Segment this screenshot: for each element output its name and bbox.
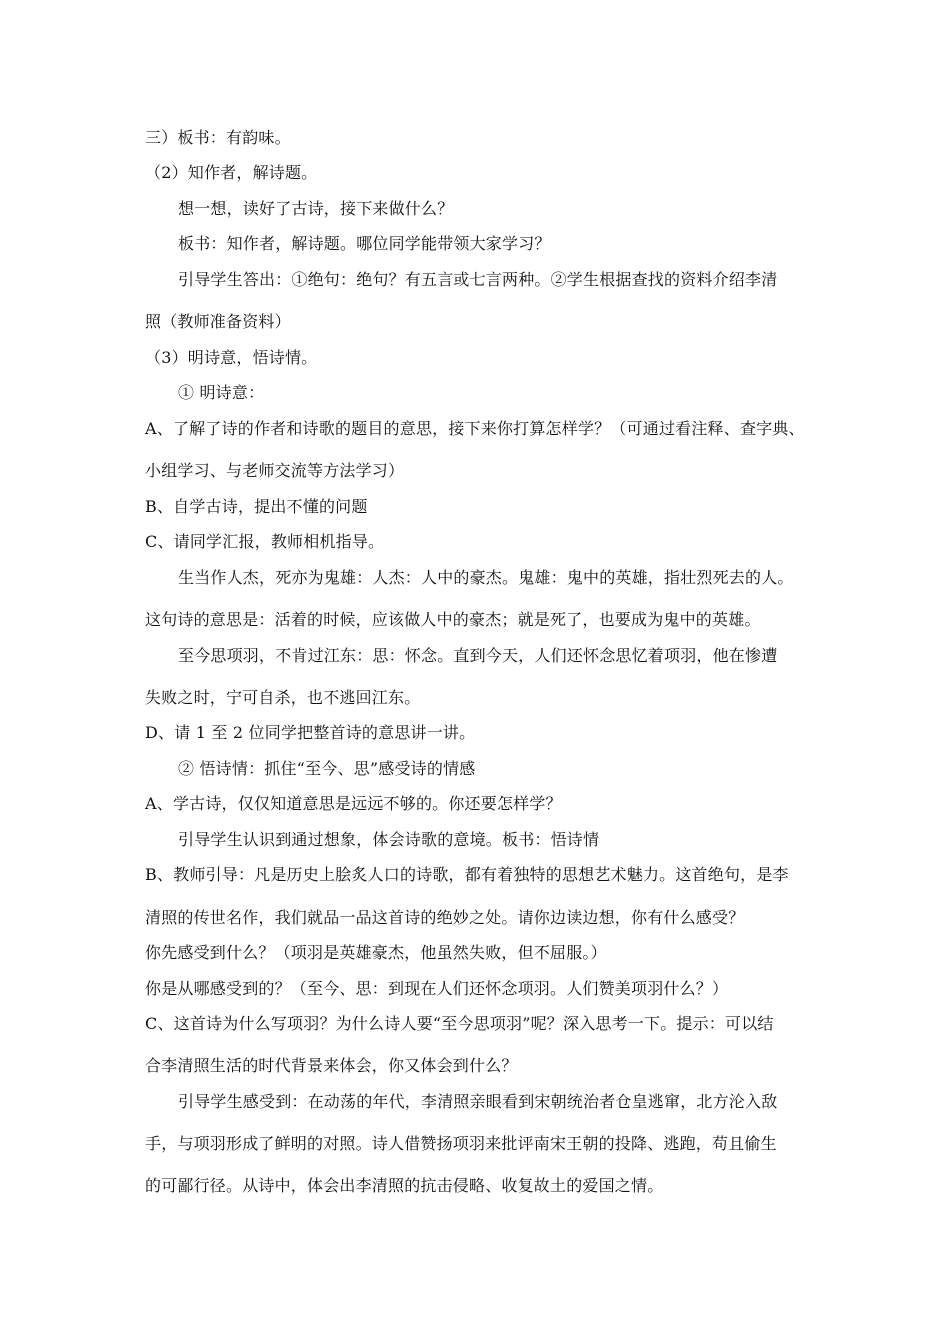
text-line: ② 悟诗情：抓住“至今、思”感受诗的情感	[178, 759, 476, 778]
text-line: 小组学习、与老师交流等方法学习）	[145, 461, 405, 480]
text-line: 三）板书：有韵味。	[145, 128, 291, 147]
text-line: D、请 1 至 2 位同学把整首诗的意思讲一讲。	[145, 723, 476, 742]
text-line: 板书：知作者，解诗题。哪位同学能带领大家学习？	[178, 234, 551, 253]
text-line: B、自学古诗，提出不懂的问题	[145, 497, 368, 516]
text-line: A、学古诗，仅仅知道意思是远远不够的。你还要怎样学？	[145, 794, 562, 813]
text-line: 合李清照生活的时代背景来体会，你又体会到什么？	[145, 1056, 518, 1075]
text-line: 想一想，读好了古诗，接下来做什么？	[178, 199, 454, 218]
text-line: 至今思项羽，不肯过江东：思：怀念。直到今天，人们还怀念思忆着项羽，他在惨遭	[178, 646, 778, 665]
text-line: 手，与项羽形成了鲜明的对照。诗人借赞扬项羽来批评南宋王朝的投降、逃跑，苟且偷生	[145, 1134, 777, 1153]
text-line: A、了解了诗的作者和诗歌的题目的意思，接下来你打算怎样学？（可通过看注释、查字典、	[145, 419, 805, 438]
text-line: 引导学生认识到通过想象，体会诗歌的意境。板书：悟诗情	[178, 830, 600, 849]
text-line: ① 明诗意：	[178, 383, 265, 402]
text-line: C、这首诗为什么写项羽？为什么诗人要“至今思项羽”呢？深入思考一下。提示：可以结	[145, 1014, 774, 1033]
text-line: 你是从哪感受到的？（至今、思：到现在人们还怀念项羽。人们赞美项羽什么？）	[145, 979, 729, 998]
text-line: 的可鄙行径。从诗中，体会出李清照的抗击侵略、收复故土的爱国之情。	[145, 1176, 664, 1195]
text-line: （2）知作者，解诗题。	[145, 163, 318, 182]
text-line: C、请同学汇报，教师相机指导。	[145, 532, 385, 551]
text-line: 引导学生答出：①绝句：绝句？有五言或七言两种。②学生根据查找的资料介绍李清	[178, 270, 778, 289]
text-line: 失败之时，宁可自杀，也不逃回江东。	[145, 688, 421, 707]
text-line: 清照的传世名作，我们就品一品这首诗的绝妙之处。请你边读边想，你有什么感受？	[145, 908, 745, 927]
text-line: B、教师引导：凡是历史上脍炙人口的诗歌，都有着独特的思想艺术魅力。这首绝句，是李	[145, 865, 789, 884]
text-line: （3）明诗意，悟诗情。	[145, 348, 318, 367]
text-line: 你先感受到什么？（项羽是英雄豪杰，他虽然失败，但不屈服。）	[145, 943, 607, 962]
text-line: 这句诗的意思是：活着的时候，应该做人中的豪杰；就是死了，也要成为鬼中的英雄。	[145, 610, 761, 629]
text-line: 照（教师准备资料）	[145, 312, 291, 331]
text-line: 生当作人杰，死亦为鬼雄：人杰：人中的豪杰。鬼雄：鬼中的英雄，指壮烈死去的人。	[178, 568, 794, 587]
text-line: 引导学生感受到：在动荡的年代，李清照亲眼看到宋朝统治者仓皇逃窜，北方沦入敌	[178, 1092, 778, 1111]
